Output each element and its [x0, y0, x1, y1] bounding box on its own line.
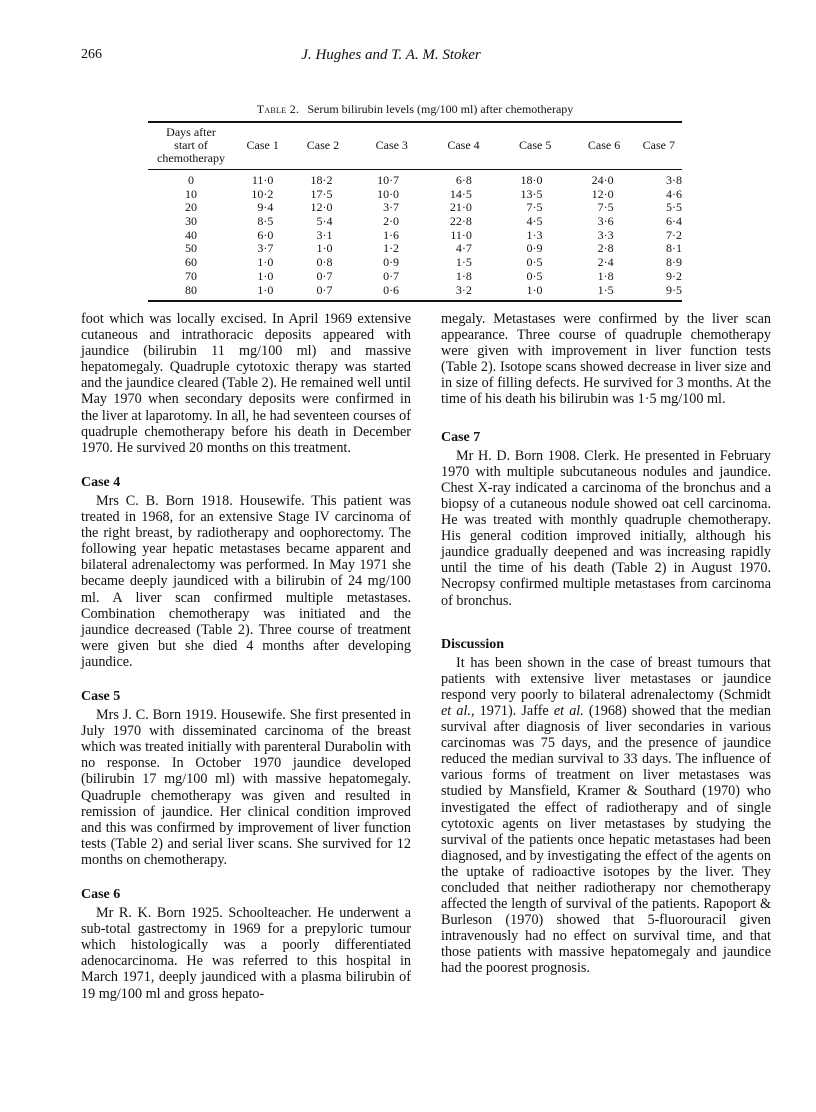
table-row: [148, 188, 682, 202]
bilirubin-cell-case-1: 1·0: [257, 255, 274, 270]
bilirubin-cell-case-3: 0·9: [383, 255, 400, 270]
table-body: [148, 170, 682, 302]
bilirubin-cell-case-1: 1·0: [234, 284, 291, 302]
bilirubin-cell-case-4: 22·8: [449, 214, 472, 229]
column-header-case-1: Case 1: [234, 122, 291, 170]
bilirubin-cell-case-4: 14·5: [449, 186, 472, 201]
table-row: [148, 201, 682, 215]
column-header-case-6: Case 6: [572, 122, 635, 170]
days-header-line-3: chemotherapy: [157, 151, 225, 165]
days-cell: 50: [185, 241, 197, 256]
table-header-row: [148, 122, 682, 170]
bilirubin-cell-case-7: 9·5: [636, 284, 682, 302]
bilirubin-cell-case-2: 3·1: [316, 227, 333, 242]
case4-paragraph: Mrs C. B. Born 1918. Housewife. This patient was treated in 1968, for an extensive Stage IV carcinoma of the right breast, by radiotherapy and oophorectomy. The following year hepatic metastases became apparent and bilateral adrenalectomy was performed. In May 1971 she became deeply jaundiced with a bilirubin of 24 mg/100 ml. A liver scan confirmed multiple metastases. Combination chemotherapy was initiated and the jaundice decreased (Table 2). Three course of treatment were given but she died 4 months after developing jaundice.: [81, 492, 411, 670]
column-header-case-5: Case 5: [498, 122, 573, 170]
bilirubin-cell-case-3: 2·0: [383, 214, 400, 229]
days-cell: 10: [185, 186, 197, 201]
table-caption: [148, 102, 682, 117]
discussion-text-1: It has been shown in the case of breast tumours that patients with extensive liver metastases or jaundice respond very poorly to bilateral adrenalectomy (Schmidt: [441, 654, 771, 703]
discussion-heading: Discussion: [441, 636, 505, 652]
bilirubin-cell-case-1: 9·4: [257, 200, 274, 215]
table-row: [148, 215, 682, 229]
bilirubin-cell-case-2: 18·2: [310, 173, 333, 188]
table-row: [148, 256, 682, 270]
bilirubin-cell-case-3: 10·7: [377, 173, 400, 188]
bilirubin-table: [148, 121, 682, 302]
bilirubin-cell-case-1: 11·0: [251, 173, 274, 188]
case4-heading: Case 4: [81, 474, 121, 490]
discussion-text-2: , 1971). Jaffe: [470, 702, 554, 719]
days-cell: 0: [188, 173, 194, 188]
bilirubin-cell-case-5: 4·5: [526, 214, 543, 229]
days-column-header: [148, 122, 234, 170]
column-header-case-3: Case 3: [354, 122, 429, 170]
days-header-line-2: start of: [174, 138, 208, 152]
bilirubin-cell-case-1: 1·0: [257, 268, 274, 283]
bilirubin-cell-case-5: 7·5: [526, 200, 543, 215]
days-cell: 60: [185, 255, 197, 270]
bilirubin-cell-case-7: 9·2: [666, 268, 682, 283]
bilirubin-cell-case-7: 8·1: [666, 241, 682, 256]
column-header-case-7: Case 7: [636, 122, 682, 170]
bilirubin-cell-case-4: 6·8: [455, 173, 472, 188]
bilirubin-cell-case-3: 10·0: [377, 186, 400, 201]
bilirubin-cell-case-4: 3·2: [429, 284, 498, 302]
bilirubin-cell-case-5: 0·9: [526, 241, 543, 256]
days-header-line-1: Days after: [166, 125, 216, 139]
bilirubin-cell-case-5: 1·0: [498, 284, 573, 302]
bilirubin-cell-case-2: 5·4: [316, 214, 333, 229]
bilirubin-cell-case-7: 7·2: [666, 227, 682, 242]
bilirubin-cell-case-1: 3·7: [257, 241, 274, 256]
bilirubin-cell-case-7: 3·8: [666, 173, 682, 188]
table-row: [148, 170, 682, 188]
bilirubin-cell-case-3: 1·6: [383, 227, 400, 242]
bilirubin-cell-case-2: 12·0: [310, 200, 333, 215]
bilirubin-cell-case-4: 1·5: [455, 255, 472, 270]
bilirubin-cell-case-2: 0·7: [316, 268, 333, 283]
bilirubin-cell-case-4: 4·7: [455, 241, 472, 256]
bilirubin-cell-case-3: 3·7: [383, 200, 400, 215]
bilirubin-cell-case-3: 1·2: [383, 241, 400, 256]
days-cell: 20: [185, 200, 197, 215]
bilirubin-cell-case-1: 6·0: [257, 227, 274, 242]
bilirubin-cell-case-5: 18·0: [520, 173, 543, 188]
case3-continuation-paragraph: foot which was locally excised. In April 1969 extensive cutaneous and intrathoracic deposits appeared with jaundice (bilirubin 11 mg/100 ml) and massive hepatomegaly. Quadruple cytotoxic therapy was started and the jaundice cleared (Table 2). He remained well until May 1970 when secondary deposits were confirmed in the liver at laparotomy. In all, he had seventeen courses of quadruple chemotherapy before his death in December 1970. He survived 20 months on this treatment.: [81, 311, 411, 456]
bilirubin-cell-case-6: 3·3: [597, 227, 614, 242]
bilirubin-cell-case-6: 2·4: [597, 255, 614, 270]
column-header-case-2: Case 2: [291, 122, 354, 170]
case6-heading: Case 6: [81, 887, 121, 902]
bilirubin-cell-case-5: 13·5: [520, 186, 543, 201]
bilirubin-cell-case-7: 5·5: [666, 200, 682, 215]
bilirubin-cell-case-6: 2·8: [597, 241, 614, 256]
table-row: [148, 284, 682, 302]
bilirubin-cell-case-6: 3·6: [597, 214, 614, 229]
bilirubin-cell-case-1: 8·5: [257, 214, 274, 229]
bilirubin-cell-case-6: 12·0: [591, 186, 614, 201]
bilirubin-cell-case-4: 21·0: [449, 200, 472, 215]
et-al-citation-2: et al.: [553, 702, 584, 719]
table-row: [148, 229, 682, 243]
bilirubin-cell-case-6: 1·5: [572, 284, 635, 302]
left-text-column: [81, 311, 411, 1002]
bilirubin-cell-case-7: 6·4: [666, 214, 682, 229]
days-cell: 40: [185, 227, 197, 242]
table-row: [148, 242, 682, 256]
case7-heading: Case 7: [441, 429, 481, 445]
page-number: 266: [81, 47, 102, 62]
bilirubin-cell-case-4: 1·8: [455, 268, 472, 283]
bilirubin-cell-case-3: 0·6: [354, 284, 429, 302]
bilirubin-cell-case-7: 4·6: [666, 186, 682, 201]
case5-paragraph: Mrs J. C. Born 1919. Housewife. She first presented in July 1970 with disseminated carcinoma of the breast which was treated initially with parenteral Durabolin with no response. In October 1970 jaundice developed (bilirubin 17 mg/100 ml) with massive hepatomegaly. Quadruple chemotherapy was given and resulted in remission of jaundice. Her clinical condition improved and this was confirmed by improvement of liver function tests (Table 2) and serial liver scans. She survived for 12 months on chemotherapy.: [81, 707, 411, 868]
table-label: Table 2.: [256, 102, 300, 116]
bilirubin-cell-case-2: 17·5: [310, 186, 333, 201]
bilirubin-cell-case-3: 0·7: [383, 268, 400, 283]
bilirubin-cell-case-6: 24·0: [591, 173, 614, 188]
bilirubin-cell-case-1: 10·2: [251, 186, 274, 201]
discussion-paragraph: [441, 655, 771, 977]
bilirubin-cell-case-4: 11·0: [450, 227, 472, 242]
bilirubin-cell-case-2: 1·0: [316, 241, 333, 256]
bilirubin-cell-case-2: 0·7: [291, 284, 354, 302]
bilirubin-cell-case-2: 0·8: [316, 255, 333, 270]
days-cell: 80: [148, 284, 234, 302]
et-al-citation-1: et al.: [441, 702, 471, 719]
bilirubin-cell-case-6: 7·5: [597, 200, 614, 215]
bilirubin-cell-case-5: 0·5: [526, 255, 543, 270]
column-header-case-4: Case 4: [429, 122, 498, 170]
case5-heading: Case 5: [81, 688, 121, 704]
days-cell: 70: [185, 268, 197, 283]
bilirubin-cell-case-7: 8·9: [666, 255, 682, 270]
bilirubin-cell-case-5: 0·5: [526, 268, 543, 283]
case6-paragraph: Mr R. K. Born 1925. Schoolteacher. He underwent a sub-total gastrectomy in 1969 for a prepyloric tumour which histologically was a poorly differentiated adenocarcinoma. He was referred to this hospital in March 1971, deeply jaundiced with a plasma bilirubin of 19 mg/100 ml and gross hepato-: [81, 905, 411, 1002]
bilirubin-cell-case-5: 1·3: [526, 227, 543, 242]
case7-paragraph: Mr H. D. Born 1908. Clerk. He presented in February 1970 with multiple subcutaneous nodules and jaundice. Chest X-ray indicated a carcinoma of the bronchus and a biopsy of a cutaneous nodule showed oat cell carcinoma. He was treated with monthly quadruple chemotherapy. His general codition improved initially, although his jaundice gradually deepened and was increasing rapidly until the time of his death (Table 2) in August 1970. Necropsy confirmed multiple metastases from carcinoma of bronchus.: [441, 447, 771, 609]
bilirubin-cell-case-6: 1·8: [597, 268, 614, 283]
discussion-text-3: (1968) showed that the median survival after diagnosis of liver secondaries in various carcinomas was 75 days, and the presence of jaundice reduced the median survival to 33 days. The influence of various forms of treatment on liver metastases was studied by Mansfield, Kramer & Southard (1970) who investigated the effect of radiotherapy and of single cytotoxic agents on liver metastases by studying the survival of the patients once hepatic metastases had been diagnosed, and by investigating the effect of the agents on the uptake of radioactive isotopes by the liver. They concluded that neither radiotherapy nor chemotherapy affected the length of survival of the patients. Rapoport & Burleson (1970) showed that 5-fluorouracil given intravenously had no effect on survival time, and that those patients with massive hepatomegaly and jaundice had the poorest prognosis.: [441, 702, 771, 977]
case6-continuation-paragraph: megaly. Metastases were confirmed by the liver scan appearance. Three course of quadruple chemotherapy were given with improvement in liver function tests (Table 2). Isotope scans showed decrease in liver size and in size of filling defects. He survived for 3 months. At the time of his death his bilirubin was 1·5 mg/100 ml.: [441, 311, 771, 408]
table-row: [148, 270, 682, 284]
table-caption-text: Serum bilirubin levels (mg/100 ml) after chemotherapy: [307, 102, 574, 116]
running-title: J. Hughes and T. A. M. Stoker: [301, 47, 481, 63]
days-cell: 30: [185, 214, 197, 229]
running-head: [81, 47, 701, 67]
right-text-column: [441, 311, 771, 977]
